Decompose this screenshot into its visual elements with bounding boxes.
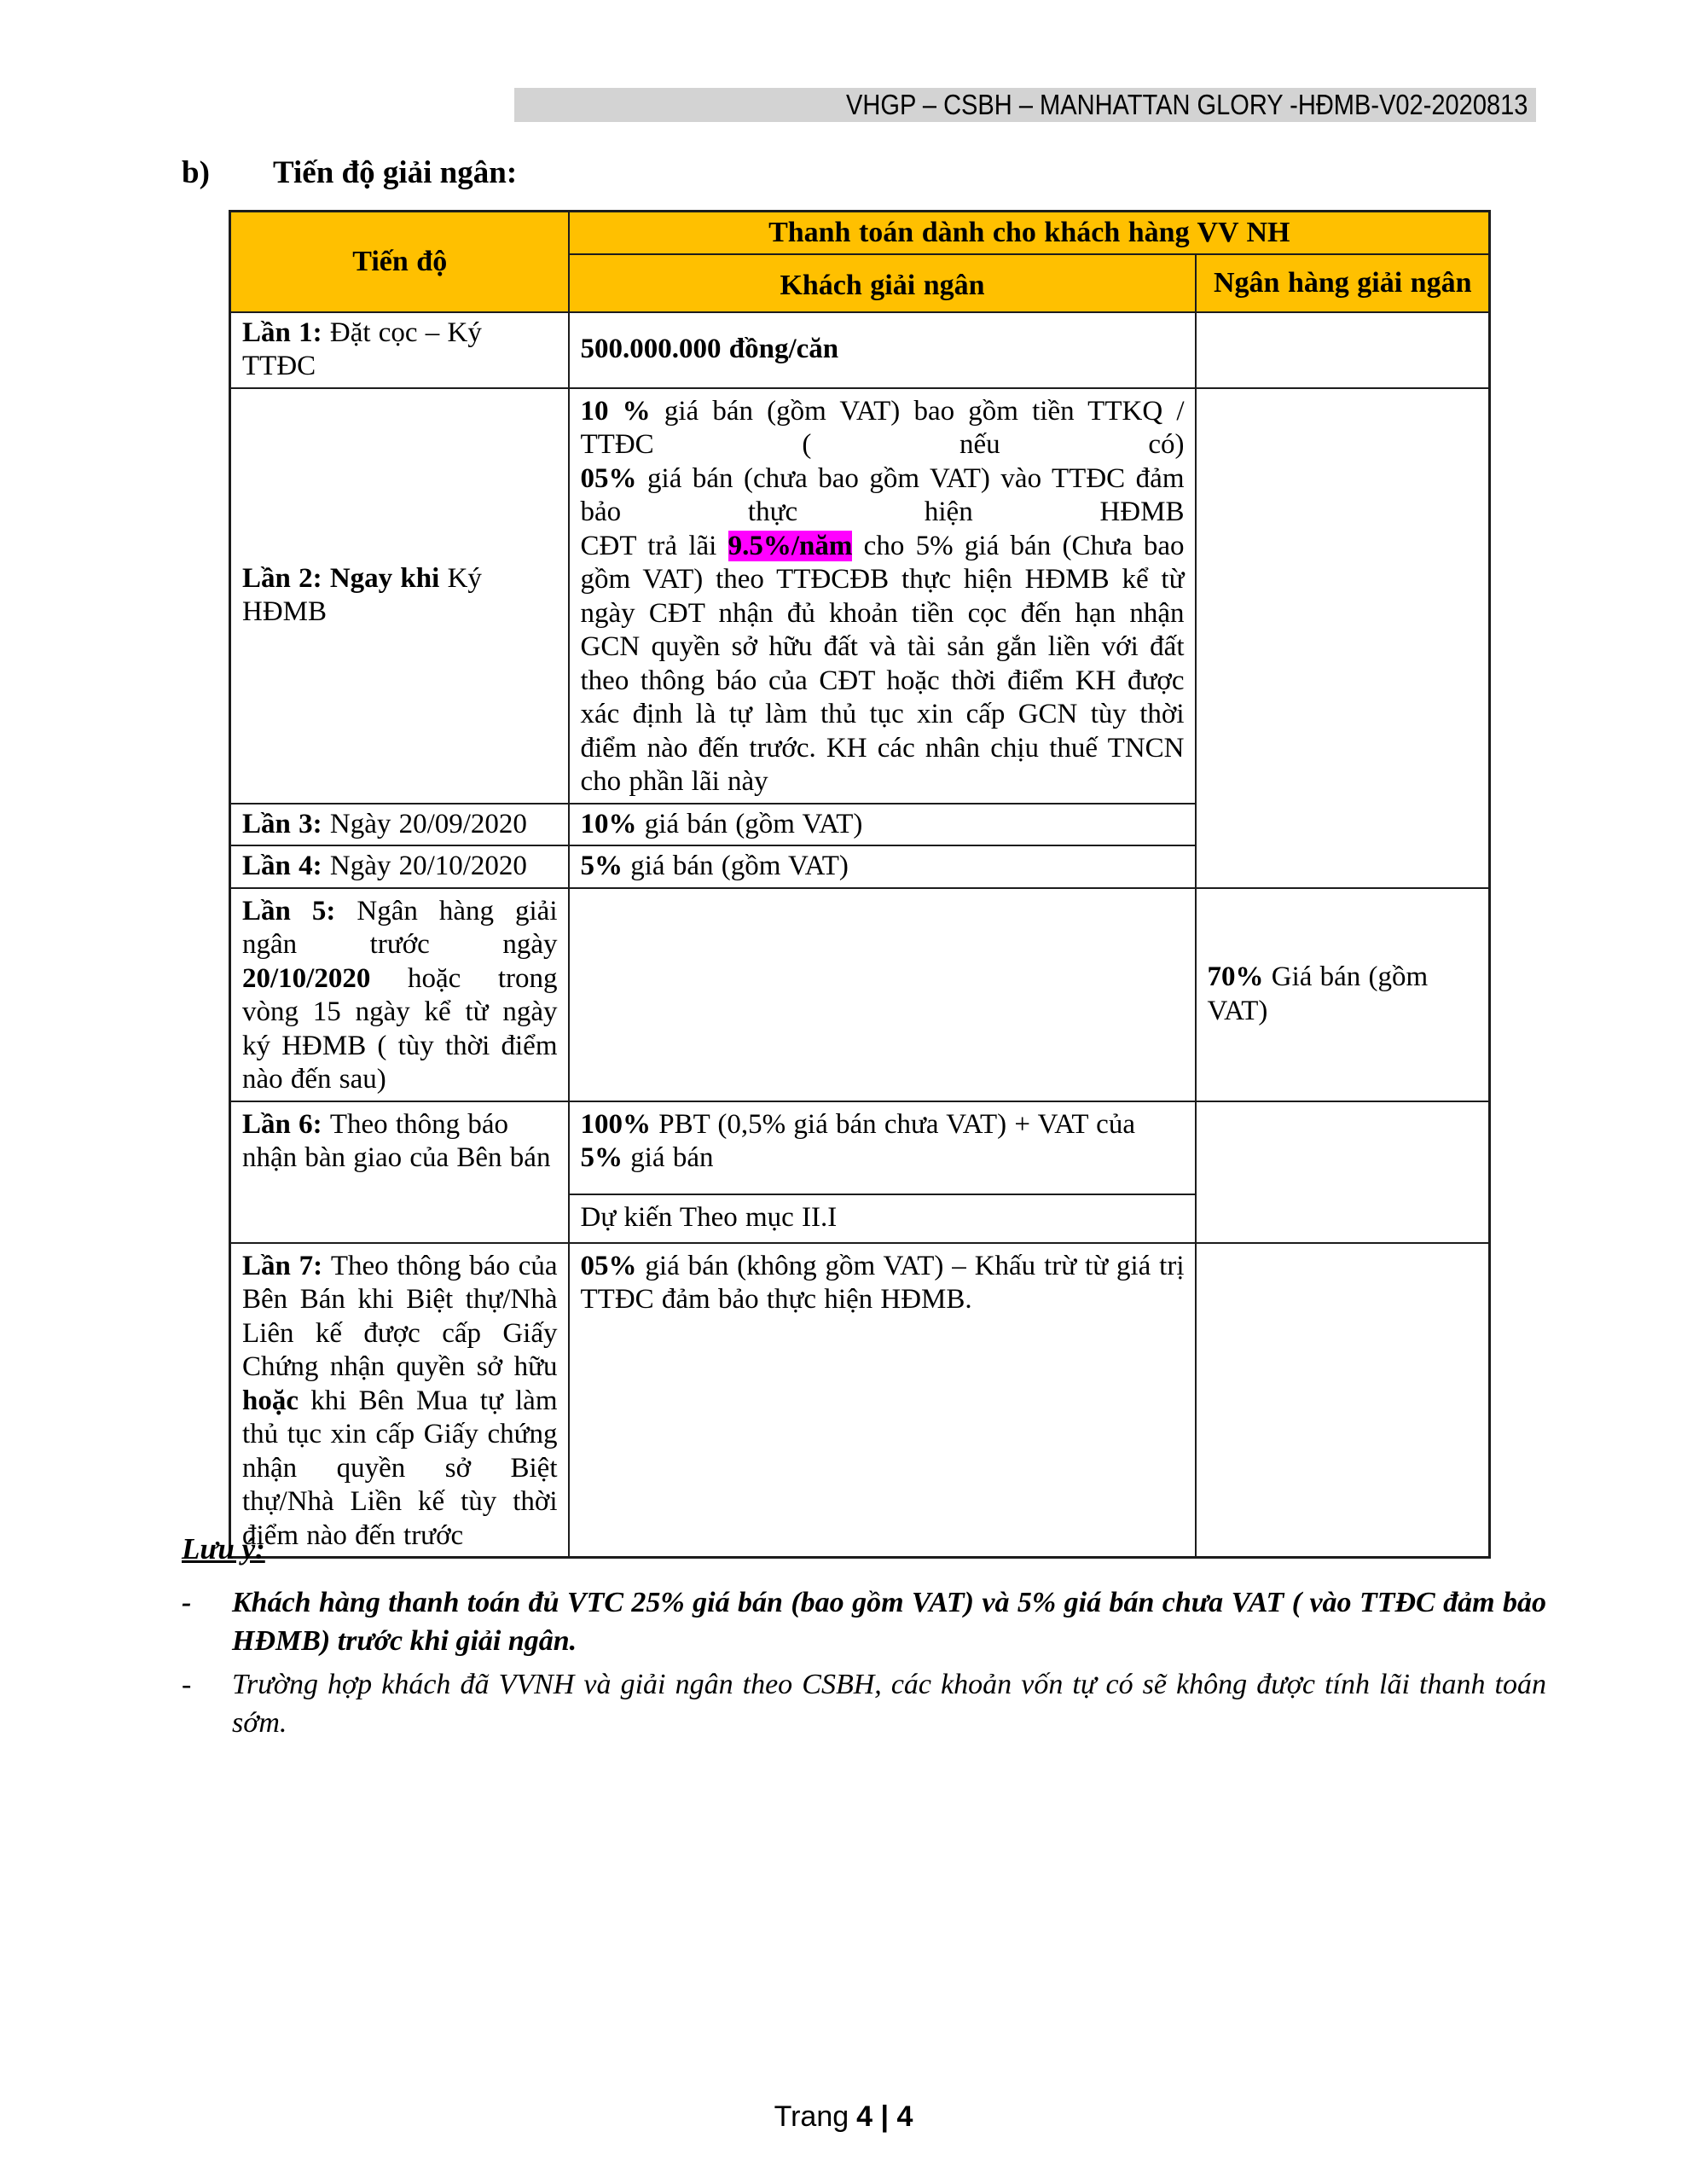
- cell-lan5-tiendo: [230, 888, 569, 1101]
- cell-lan4-tiendo: [230, 845, 569, 888]
- text-run: Ngày 20/10/2020: [329, 851, 527, 881]
- document-code-bar: [514, 88, 1536, 122]
- notes-title: Lưu ý:: [182, 1532, 265, 1565]
- text-run: Thanh toán dành cho khách hàng VV NH: [768, 217, 1290, 248]
- paragraph: [581, 1201, 1185, 1235]
- paragraph: [581, 462, 1185, 530]
- text-run: Lần 3:: [242, 808, 330, 839]
- cell-header-ngan-hang-giai-ngan: [1196, 254, 1490, 312]
- paragraph: [581, 808, 1185, 842]
- table-row: [230, 388, 1490, 804]
- text-run: 05%: [580, 462, 648, 494]
- cell-lan1-tiendo: [230, 312, 569, 388]
- bullet-dash: -: [182, 1587, 192, 1618]
- text-run: hoặc trong vòng 15 ngày kể từ ngày ký HĐMB ( tùy thời điểm nào đến sau): [242, 962, 558, 1095]
- text-run: Theo thông báo nhận bàn giao của Bên bán: [242, 1108, 551, 1173]
- note-text: Trường hợp khách đã VVNH và giải ngân theo CSBH, các khoản vốn tự có sẽ không được tính lãi thanh toán sớm.: [232, 1669, 1546, 1739]
- cell-lan7-khach: [569, 1243, 1196, 1558]
- table-row: [230, 212, 1490, 254]
- paragraph: [581, 395, 1185, 462]
- table-row: [230, 312, 1490, 388]
- paragraph: [581, 1108, 1185, 1176]
- text-run: 5%: [580, 851, 623, 881]
- cell-lan6-khach-du-kien: [569, 1194, 1196, 1243]
- page-footer: [0, 2100, 1687, 2134]
- text-run: giá bán (gồm VAT): [623, 851, 849, 881]
- cell-lan1-khach: [569, 312, 1196, 388]
- cell-lan5-khach: [569, 888, 1196, 1101]
- payment-schedule-table: [229, 210, 1491, 1559]
- paragraph: [242, 850, 558, 884]
- note-item: [182, 1583, 1546, 1660]
- cell-lan7-nganhang: [1196, 1243, 1490, 1558]
- text-run: CĐT trả lãi: [580, 530, 728, 561]
- note-text: Khách hàng thanh toán đủ VTC 25% giá bán (bao gồm VAT) và 5% giá bán chưa VAT ( vào TTĐC đảm bảo HĐMB) trước khi giải ngân.: [232, 1587, 1546, 1657]
- text-run: giá bán (gồm VAT) bao gồm tiền TTKQ / TTĐC ( nếu có): [580, 395, 1185, 460]
- cell-lan2to4-nganhang: [1196, 388, 1490, 888]
- text-run: Khách giải ngân: [780, 270, 985, 301]
- text-run: hoặc: [242, 1385, 299, 1416]
- cell-lan5-nganhang: [1196, 888, 1490, 1101]
- paragraph: [581, 216, 1479, 250]
- text-run: 5%: [580, 1142, 623, 1173]
- cell-lan6-tiendo: [230, 1101, 569, 1243]
- paragraph: [242, 1250, 558, 1554]
- text-run: Ký HĐMB: [242, 562, 482, 627]
- notes-section: [182, 1532, 1546, 1747]
- text-run: Lần 1:: [242, 317, 330, 348]
- paragraph: [581, 333, 1185, 367]
- interest-rate-highlight: 9.5%/năm: [728, 530, 853, 561]
- paragraph: [242, 1108, 558, 1176]
- cell-lan6-nganhang: [1196, 1101, 1490, 1243]
- text-run: 10%: [580, 808, 637, 839]
- text-run: Lần 5:: [242, 895, 357, 926]
- note-item: [182, 1665, 1546, 1742]
- text-run: Ngân hàng giải ngân: [1214, 266, 1472, 299]
- text-run: Ngân hàng giải ngân trước ngày: [242, 895, 558, 960]
- text-run: giá bán (gồm VAT): [636, 808, 863, 839]
- paragraph: [581, 1250, 1185, 1317]
- text-run: 500.000.000 đồng/căn: [580, 334, 839, 365]
- paragraph: [581, 530, 1185, 799]
- text-run: cho 5% giá bán (Chưa bao gồm VAT) theo TTĐCĐB thực hiện HĐMB kể từ ngày CĐT nhận đủ khoản tiền cọc đến hạn nhận GCN quyền sở hữu đất và tài sản gắn liền với đất theo thông báo của CĐT hoặc thời điểm KH được xác định là tự làm thủ tục xin cấp GCN tùy thời điểm nào đến trước. KH các nhân chịu thuế TNCN cho phần lãi này: [580, 530, 1185, 797]
- text-run: 100%: [580, 1108, 651, 1140]
- footer-label: Trang: [774, 2100, 849, 2133]
- text-run: Lần 7:: [242, 1250, 331, 1281]
- cell-header-tiendo: [230, 212, 569, 312]
- cell-header-thanh-toan: [569, 212, 1490, 254]
- text-run: Lần 2: Ngay khi: [242, 562, 448, 594]
- bullet-dash: -: [182, 1669, 192, 1700]
- cell-header-khach-giai-ngan: [569, 254, 1196, 312]
- paragraph: [242, 895, 558, 1097]
- text-run: PBT (0,5% giá bán chưa VAT) + VAT của: [651, 1108, 1135, 1140]
- text-run: Giá bán (gồm VAT): [1207, 961, 1429, 1026]
- text-run: 05%: [580, 1250, 646, 1281]
- section-title: Tiến độ giải ngân:: [273, 155, 518, 190]
- text-run: giá bán: [623, 1142, 714, 1173]
- text-run: 70%: [1207, 961, 1264, 992]
- text-run: Ngày 20/09/2020: [329, 808, 527, 839]
- text-run: Tiến độ: [352, 246, 448, 277]
- text-run: Theo thông báo của Bên Bán khi Biệt thự/Nhà Liên kế được cấp Giấy Chứng nhận quyền sở hữu: [242, 1250, 558, 1382]
- text-run: Lần 6:: [242, 1108, 330, 1140]
- cell-lan1-nganhang: [1196, 312, 1490, 388]
- cell-lan2-khach: [569, 388, 1196, 804]
- paragraph: [242, 245, 558, 279]
- table-row: [230, 1243, 1490, 1558]
- notes-list: [182, 1583, 1546, 1742]
- text-run: giá bán (chưa bao gồm VAT) vào TTĐC đảm bảo thực hiện HĐMB: [580, 462, 1185, 527]
- cell-lan3-khach: [569, 804, 1196, 846]
- text-run: 10 %: [580, 395, 664, 427]
- table-row: [230, 1101, 1490, 1194]
- paragraph: [242, 808, 558, 842]
- paragraph: [1208, 961, 1479, 1028]
- text-run: giá bán (không gồm VAT) – Khấu trừ từ giá trị TTĐC đảm bảo thực hiện HĐMB.: [580, 1250, 1185, 1315]
- cell-lan2-tiendo: [230, 388, 569, 804]
- cell-lan3-tiendo: [230, 804, 569, 846]
- section-heading: [182, 154, 517, 192]
- section-label: b): [182, 155, 210, 190]
- cell-lan7-tiendo: [230, 1243, 569, 1558]
- cell-lan6-khach-thanh-toan: [569, 1101, 1196, 1194]
- page-number: 4 | 4: [856, 2100, 913, 2133]
- document-code-text: VHGP – CSBH – MANHATTAN GLORY -HĐMB-V02-2020813: [845, 89, 1528, 120]
- paragraph: [242, 562, 558, 630]
- paragraph: [581, 269, 1185, 303]
- paragraph: [1208, 266, 1479, 300]
- cell-lan4-khach: [569, 845, 1196, 888]
- text-run: Đặt cọc – Ký TTĐC: [242, 317, 482, 381]
- paragraph: [581, 850, 1185, 884]
- text-run: Dự kiến Theo mục II.I: [580, 1202, 838, 1234]
- text-run: khi Bên Mua tự làm thủ tục xin cấp Giấy chứng nhận quyền sở Biệt thự/Nhà Liền kế tùy thời điểm nào đến trước: [242, 1385, 558, 1551]
- text-run: Lần 4:: [242, 851, 330, 881]
- text-run: 20/10/2020: [242, 962, 371, 994]
- paragraph: [242, 317, 558, 384]
- table-row: [230, 888, 1490, 1101]
